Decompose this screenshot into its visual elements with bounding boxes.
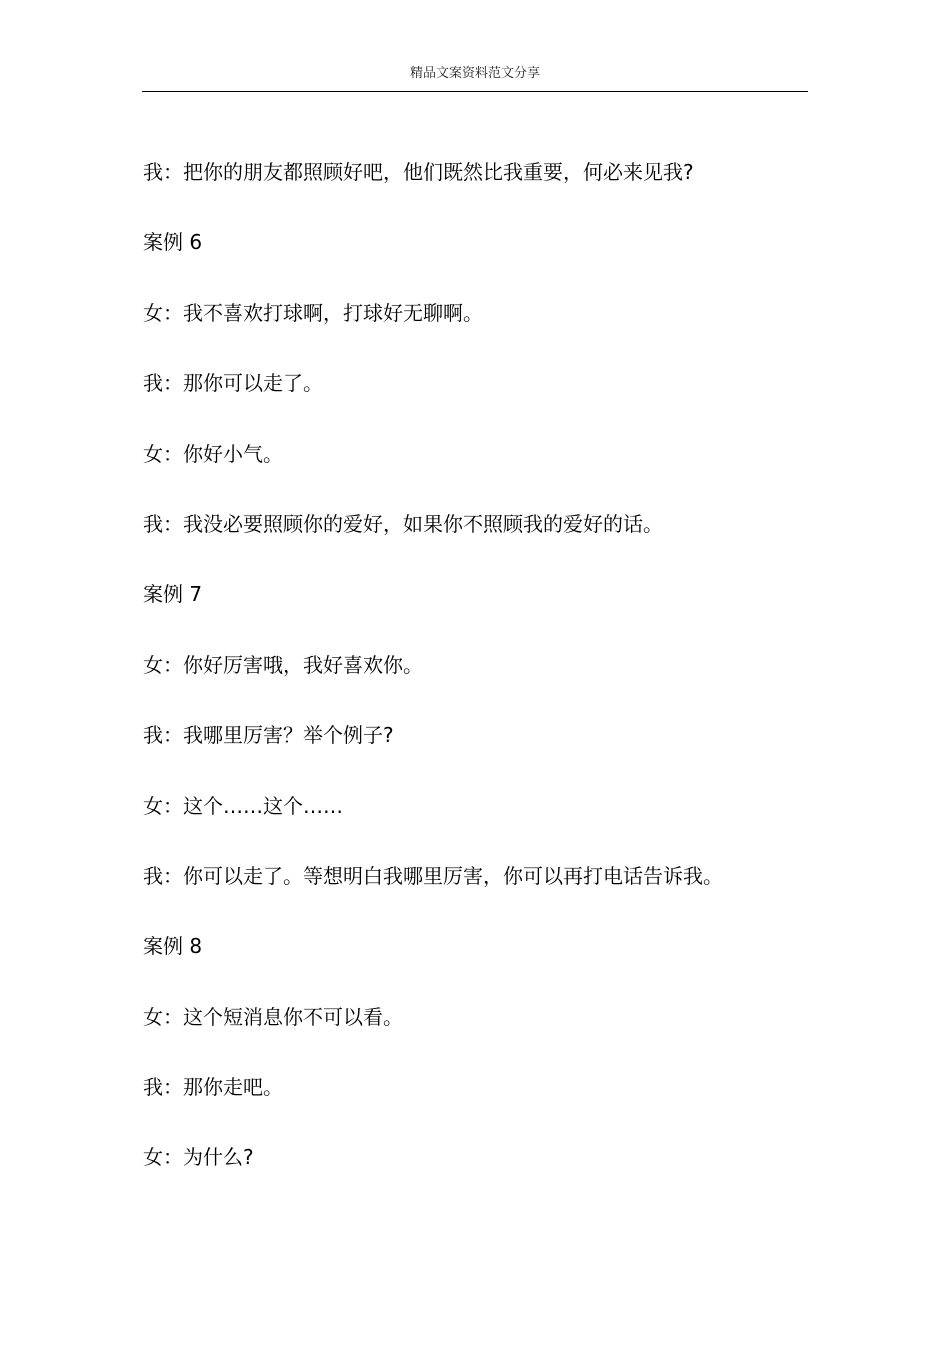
dialogue-line: 女：这个……这个…… — [143, 793, 343, 818]
document-body — [143, 153, 823, 1209]
dialogue-line: 女：我不喜欢打球啊，打球好无聊啊。 — [143, 300, 483, 325]
case-heading: 案例 7 — [143, 582, 203, 607]
dialogue-line: 我：我哪里厉害？举个例子? — [143, 723, 394, 748]
dialogue-line: 我：那你走吧。 — [143, 1075, 283, 1100]
page-header: 精品文案资料范文分享 — [409, 66, 540, 81]
case-heading: 案例 6 — [143, 230, 203, 255]
case-heading: 案例 8 — [143, 934, 203, 959]
dialogue-line: 女：你好小气。 — [143, 441, 283, 466]
dialogue-line: 女：这个短消息你不可以看。 — [143, 1004, 403, 1029]
header-divider — [142, 91, 808, 92]
dialogue-line: 我：把你的朋友都照顾好吧，他们既然比我重要，何必来见我? — [143, 160, 694, 184]
dialogue-line: 我：那你可以走了。 — [143, 371, 323, 396]
dialogue-line: 女：你好厉害哦，我好喜欢你。 — [143, 652, 423, 677]
dialogue-line: 我：你可以走了。等想明白我哪里厉害，你可以再打电话告诉我。 — [143, 863, 723, 888]
dialogue-line: 我：我没必要照顾你的爱好，如果你不照顾我的爱好的话。 — [143, 511, 663, 536]
dialogue-line: 女：为什么? — [143, 1145, 254, 1170]
